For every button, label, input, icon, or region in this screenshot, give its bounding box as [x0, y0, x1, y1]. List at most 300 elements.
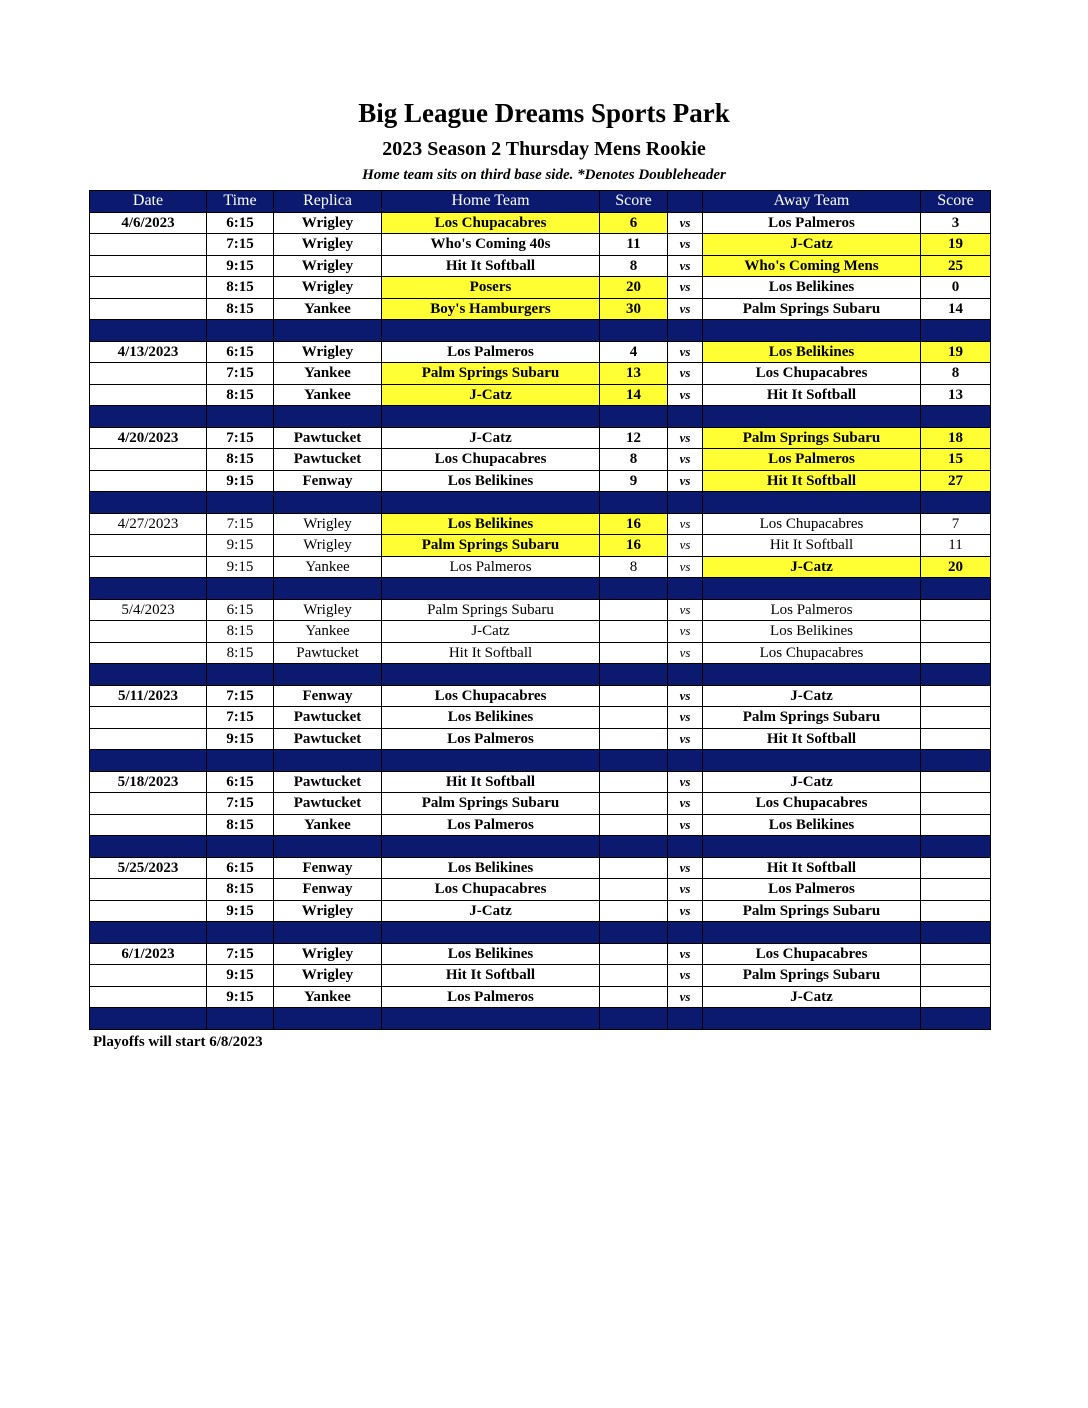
- separator-cell: [600, 320, 668, 342]
- game-date: [90, 707, 207, 729]
- game-row: [90, 363, 991, 385]
- home-score: 8: [600, 449, 668, 471]
- week-separator: [90, 320, 991, 342]
- separator-cell: [703, 664, 921, 686]
- separator-cell: [274, 750, 382, 772]
- home-team: Hit It Softball: [382, 255, 600, 277]
- separator-cell: [382, 922, 600, 944]
- game-time: 7:15: [207, 943, 274, 965]
- away-score: 0: [921, 277, 991, 299]
- schedule-table: [89, 190, 991, 1030]
- home-score: [600, 771, 668, 793]
- game-field: Fenway: [274, 685, 382, 707]
- home-team: Los Belikines: [382, 470, 600, 492]
- game-time: 8:15: [207, 277, 274, 299]
- game-time: 6:15: [207, 857, 274, 879]
- col-header-home-team: Home Team: [382, 191, 600, 213]
- home-team: Los Palmeros: [382, 986, 600, 1008]
- col-header-home-score: Score: [600, 191, 668, 213]
- vs-label: vs: [668, 879, 703, 901]
- away-score: [921, 943, 991, 965]
- separator-cell: [921, 922, 991, 944]
- game-row: [90, 384, 991, 406]
- game-field: Wrigley: [274, 900, 382, 922]
- away-team: Hit It Softball: [703, 535, 921, 557]
- separator-cell: [921, 492, 991, 514]
- vs-label: vs: [668, 427, 703, 449]
- game-field: Wrigley: [274, 277, 382, 299]
- separator-cell: [207, 320, 274, 342]
- away-score: 19: [921, 341, 991, 363]
- game-field: Yankee: [274, 621, 382, 643]
- game-time: 7:15: [207, 513, 274, 535]
- away-team: Los Belikines: [703, 277, 921, 299]
- home-team: Los Palmeros: [382, 814, 600, 836]
- game-field: Wrigley: [274, 234, 382, 256]
- game-date: [90, 298, 207, 320]
- game-date: 4/6/2023: [90, 212, 207, 234]
- away-score: 15: [921, 449, 991, 471]
- home-score: [600, 642, 668, 664]
- game-date: [90, 470, 207, 492]
- away-score: 3: [921, 212, 991, 234]
- game-field: Pawtucket: [274, 793, 382, 815]
- separator-cell: [90, 664, 207, 686]
- game-field: Wrigley: [274, 943, 382, 965]
- home-score: 16: [600, 513, 668, 535]
- game-field: Yankee: [274, 556, 382, 578]
- away-score: [921, 793, 991, 815]
- game-row: [90, 535, 991, 557]
- game-time: 8:15: [207, 449, 274, 471]
- home-team: Hit It Softball: [382, 642, 600, 664]
- game-row: [90, 707, 991, 729]
- separator-cell: [90, 922, 207, 944]
- home-team: Boy's Hamburgers: [382, 298, 600, 320]
- away-team: J-Catz: [703, 556, 921, 578]
- game-date: 5/11/2023: [90, 685, 207, 707]
- vs-label: vs: [668, 965, 703, 987]
- game-field: Wrigley: [274, 341, 382, 363]
- separator-cell: [207, 406, 274, 428]
- home-team: Los Belikines: [382, 943, 600, 965]
- home-team: Los Palmeros: [382, 728, 600, 750]
- away-team: Palm Springs Subaru: [703, 707, 921, 729]
- home-team: Who's Coming 40s: [382, 234, 600, 256]
- game-field: Pawtucket: [274, 449, 382, 471]
- separator-cell: [668, 922, 703, 944]
- col-header-date: Date: [90, 191, 207, 213]
- away-score: 11: [921, 535, 991, 557]
- away-score: [921, 728, 991, 750]
- game-row: [90, 986, 991, 1008]
- home-score: 13: [600, 363, 668, 385]
- game-row: [90, 427, 991, 449]
- separator-cell: [207, 750, 274, 772]
- away-team: Palm Springs Subaru: [703, 965, 921, 987]
- home-team: Hit It Softball: [382, 771, 600, 793]
- vs-label: vs: [668, 685, 703, 707]
- game-field: Fenway: [274, 879, 382, 901]
- game-date: 5/4/2023: [90, 599, 207, 621]
- game-field: Wrigley: [274, 212, 382, 234]
- separator-cell: [382, 492, 600, 514]
- away-team: J-Catz: [703, 234, 921, 256]
- separator-cell: [274, 578, 382, 600]
- game-date: [90, 556, 207, 578]
- vs-label: vs: [668, 255, 703, 277]
- home-team: Los Palmeros: [382, 556, 600, 578]
- separator-cell: [382, 320, 600, 342]
- separator-cell: [703, 750, 921, 772]
- game-date: [90, 728, 207, 750]
- separator-cell: [382, 406, 600, 428]
- game-time: 7:15: [207, 427, 274, 449]
- game-date: 5/25/2023: [90, 857, 207, 879]
- away-team: Los Belikines: [703, 621, 921, 643]
- separator-cell: [703, 922, 921, 944]
- game-field: Wrigley: [274, 535, 382, 557]
- game-date: 4/13/2023: [90, 341, 207, 363]
- away-team: Los Palmeros: [703, 449, 921, 471]
- away-team: Los Palmeros: [703, 212, 921, 234]
- separator-cell: [274, 1008, 382, 1030]
- separator-cell: [207, 922, 274, 944]
- separator-cell: [382, 1008, 600, 1030]
- game-date: [90, 879, 207, 901]
- playoffs-note: Playoffs will start 6/8/2023: [93, 1034, 263, 1050]
- game-date: [90, 965, 207, 987]
- week-separator: [90, 1008, 991, 1030]
- vs-label: vs: [668, 793, 703, 815]
- away-team: Los Chupacabres: [703, 943, 921, 965]
- separator-cell: [274, 836, 382, 858]
- game-date: [90, 900, 207, 922]
- separator-cell: [921, 320, 991, 342]
- game-field: Wrigley: [274, 513, 382, 535]
- game-row: [90, 470, 991, 492]
- vs-label: vs: [668, 363, 703, 385]
- separator-cell: [703, 406, 921, 428]
- away-score: 14: [921, 298, 991, 320]
- separator-cell: [668, 664, 703, 686]
- game-date: [90, 793, 207, 815]
- game-time: 6:15: [207, 212, 274, 234]
- vs-label: vs: [668, 707, 703, 729]
- game-row: [90, 621, 991, 643]
- game-row: [90, 965, 991, 987]
- week-separator: [90, 578, 991, 600]
- vs-label: vs: [668, 277, 703, 299]
- separator-cell: [600, 406, 668, 428]
- home-score: [600, 621, 668, 643]
- away-score: [921, 685, 991, 707]
- home-score: 16: [600, 535, 668, 557]
- away-score: [921, 900, 991, 922]
- game-time: 6:15: [207, 771, 274, 793]
- game-field: Pawtucket: [274, 728, 382, 750]
- away-score: 13: [921, 384, 991, 406]
- vs-label: vs: [668, 900, 703, 922]
- separator-cell: [921, 1008, 991, 1030]
- game-time: 9:15: [207, 255, 274, 277]
- game-date: [90, 986, 207, 1008]
- home-score: 9: [600, 470, 668, 492]
- week-separator: [90, 664, 991, 686]
- away-score: 27: [921, 470, 991, 492]
- col-header-replica: Replica: [274, 191, 382, 213]
- separator-cell: [921, 836, 991, 858]
- game-time: 9:15: [207, 470, 274, 492]
- separator-cell: [207, 492, 274, 514]
- game-row: [90, 900, 991, 922]
- game-row: [90, 857, 991, 879]
- week-separator: [90, 922, 991, 944]
- separator-cell: [703, 836, 921, 858]
- home-score: [600, 900, 668, 922]
- home-team: Posers: [382, 277, 600, 299]
- separator-cell: [382, 664, 600, 686]
- away-score: 18: [921, 427, 991, 449]
- separator-cell: [274, 406, 382, 428]
- game-row: [90, 943, 991, 965]
- week-separator: [90, 492, 991, 514]
- game-time: 8:15: [207, 642, 274, 664]
- away-team: J-Catz: [703, 685, 921, 707]
- separator-cell: [274, 664, 382, 686]
- separator-cell: [921, 578, 991, 600]
- home-team: Los Chupacabres: [382, 879, 600, 901]
- game-time: 9:15: [207, 535, 274, 557]
- vs-label: vs: [668, 298, 703, 320]
- vs-label: vs: [668, 449, 703, 471]
- home-score: 11: [600, 234, 668, 256]
- away-team: J-Catz: [703, 771, 921, 793]
- game-row: [90, 599, 991, 621]
- game-time: 7:15: [207, 707, 274, 729]
- home-score: [600, 857, 668, 879]
- game-date: [90, 255, 207, 277]
- game-field: Pawtucket: [274, 707, 382, 729]
- home-team: J-Catz: [382, 621, 600, 643]
- game-row: [90, 556, 991, 578]
- vs-label: vs: [668, 642, 703, 664]
- game-time: 9:15: [207, 728, 274, 750]
- home-team: Los Chupacabres: [382, 212, 600, 234]
- home-score: 30: [600, 298, 668, 320]
- home-score: 6: [600, 212, 668, 234]
- game-time: 8:15: [207, 298, 274, 320]
- game-date: [90, 363, 207, 385]
- home-score: [600, 685, 668, 707]
- home-team: J-Catz: [382, 384, 600, 406]
- vs-label: vs: [668, 857, 703, 879]
- away-team: Los Chupacabres: [703, 642, 921, 664]
- schedule-body: [90, 212, 991, 1029]
- game-field: Wrigley: [274, 965, 382, 987]
- game-field: Yankee: [274, 986, 382, 1008]
- game-time: 7:15: [207, 793, 274, 815]
- vs-label: vs: [668, 212, 703, 234]
- home-score: [600, 965, 668, 987]
- separator-cell: [600, 664, 668, 686]
- away-score: [921, 879, 991, 901]
- header-row: [90, 191, 991, 213]
- home-team: Palm Springs Subaru: [382, 363, 600, 385]
- game-field: Yankee: [274, 363, 382, 385]
- home-score: [600, 599, 668, 621]
- separator-cell: [703, 1008, 921, 1030]
- home-score: [600, 814, 668, 836]
- home-team: Los Belikines: [382, 707, 600, 729]
- away-team: Los Palmeros: [703, 599, 921, 621]
- home-team: Palm Springs Subaru: [382, 793, 600, 815]
- game-date: [90, 277, 207, 299]
- away-score: [921, 621, 991, 643]
- separator-cell: [90, 406, 207, 428]
- away-team: Los Chupacabres: [703, 363, 921, 385]
- game-row: [90, 298, 991, 320]
- away-team: Hit It Softball: [703, 384, 921, 406]
- vs-label: vs: [668, 470, 703, 492]
- vs-label: vs: [668, 384, 703, 406]
- col-header-away-team: Away Team: [703, 191, 921, 213]
- col-header-time: Time: [207, 191, 274, 213]
- game-time: 7:15: [207, 234, 274, 256]
- game-date: [90, 535, 207, 557]
- vs-label: vs: [668, 556, 703, 578]
- game-date: 6/1/2023: [90, 943, 207, 965]
- vs-label: vs: [668, 513, 703, 535]
- separator-cell: [382, 836, 600, 858]
- home-score: 14: [600, 384, 668, 406]
- game-date: [90, 449, 207, 471]
- game-time: 7:15: [207, 363, 274, 385]
- game-row: [90, 771, 991, 793]
- home-score: [600, 707, 668, 729]
- home-score: 12: [600, 427, 668, 449]
- vs-label: vs: [668, 814, 703, 836]
- game-date: 4/20/2023: [90, 427, 207, 449]
- away-score: [921, 771, 991, 793]
- game-field: Pawtucket: [274, 642, 382, 664]
- away-team: J-Catz: [703, 986, 921, 1008]
- game-date: [90, 621, 207, 643]
- home-team: J-Catz: [382, 900, 600, 922]
- away-score: 20: [921, 556, 991, 578]
- separator-cell: [703, 320, 921, 342]
- separator-cell: [90, 1008, 207, 1030]
- separator-cell: [600, 492, 668, 514]
- game-date: [90, 234, 207, 256]
- separator-cell: [668, 406, 703, 428]
- separator-cell: [600, 922, 668, 944]
- away-score: 8: [921, 363, 991, 385]
- vs-label: vs: [668, 771, 703, 793]
- separator-cell: [90, 492, 207, 514]
- game-date: 4/27/2023: [90, 513, 207, 535]
- away-team: Los Belikines: [703, 341, 921, 363]
- home-score: 8: [600, 556, 668, 578]
- game-field: Yankee: [274, 814, 382, 836]
- home-team: Palm Springs Subaru: [382, 535, 600, 557]
- game-time: 7:15: [207, 685, 274, 707]
- game-field: Pawtucket: [274, 427, 382, 449]
- away-score: [921, 857, 991, 879]
- game-row: [90, 255, 991, 277]
- vs-label: vs: [668, 599, 703, 621]
- home-score: [600, 793, 668, 815]
- separator-cell: [668, 578, 703, 600]
- away-team: Who's Coming Mens: [703, 255, 921, 277]
- col-header-vs: [668, 191, 703, 213]
- home-team: Los Chupacabres: [382, 685, 600, 707]
- game-time: 9:15: [207, 965, 274, 987]
- game-time: 8:15: [207, 879, 274, 901]
- vs-label: vs: [668, 341, 703, 363]
- game-time: 6:15: [207, 341, 274, 363]
- separator-cell: [921, 664, 991, 686]
- col-header-away-score: Score: [921, 191, 991, 213]
- game-row: [90, 513, 991, 535]
- away-score: 7: [921, 513, 991, 535]
- away-score: 25: [921, 255, 991, 277]
- game-field: Wrigley: [274, 255, 382, 277]
- game-row: [90, 341, 991, 363]
- game-row: [90, 879, 991, 901]
- separator-cell: [600, 750, 668, 772]
- separator-cell: [207, 664, 274, 686]
- separator-cell: [703, 578, 921, 600]
- game-row: [90, 449, 991, 471]
- game-field: Yankee: [274, 298, 382, 320]
- game-time: 8:15: [207, 621, 274, 643]
- separator-cell: [274, 922, 382, 944]
- home-score: 8: [600, 255, 668, 277]
- away-score: [921, 986, 991, 1008]
- week-separator: [90, 836, 991, 858]
- vs-label: vs: [668, 621, 703, 643]
- home-team: Los Belikines: [382, 513, 600, 535]
- home-score: [600, 879, 668, 901]
- separator-cell: [90, 750, 207, 772]
- home-team: Hit It Softball: [382, 965, 600, 987]
- game-time: 8:15: [207, 384, 274, 406]
- game-row: [90, 814, 991, 836]
- separator-cell: [921, 406, 991, 428]
- separator-cell: [668, 1008, 703, 1030]
- away-team: Palm Springs Subaru: [703, 900, 921, 922]
- game-row: [90, 642, 991, 664]
- away-team: Hit It Softball: [703, 728, 921, 750]
- away-team: Los Chupacabres: [703, 513, 921, 535]
- away-score: [921, 707, 991, 729]
- game-row: [90, 277, 991, 299]
- separator-cell: [600, 836, 668, 858]
- separator-cell: [600, 1008, 668, 1030]
- schedule-note: Home team sits on third base side. *Denotes Doubleheader: [362, 167, 726, 183]
- vs-label: vs: [668, 234, 703, 256]
- page-title: Big League Dreams Sports Park: [358, 98, 730, 128]
- game-row: [90, 685, 991, 707]
- home-score: [600, 986, 668, 1008]
- game-date: [90, 814, 207, 836]
- away-team: Los Chupacabres: [703, 793, 921, 815]
- game-field: Fenway: [274, 857, 382, 879]
- game-date: [90, 642, 207, 664]
- separator-cell: [274, 492, 382, 514]
- separator-cell: [921, 750, 991, 772]
